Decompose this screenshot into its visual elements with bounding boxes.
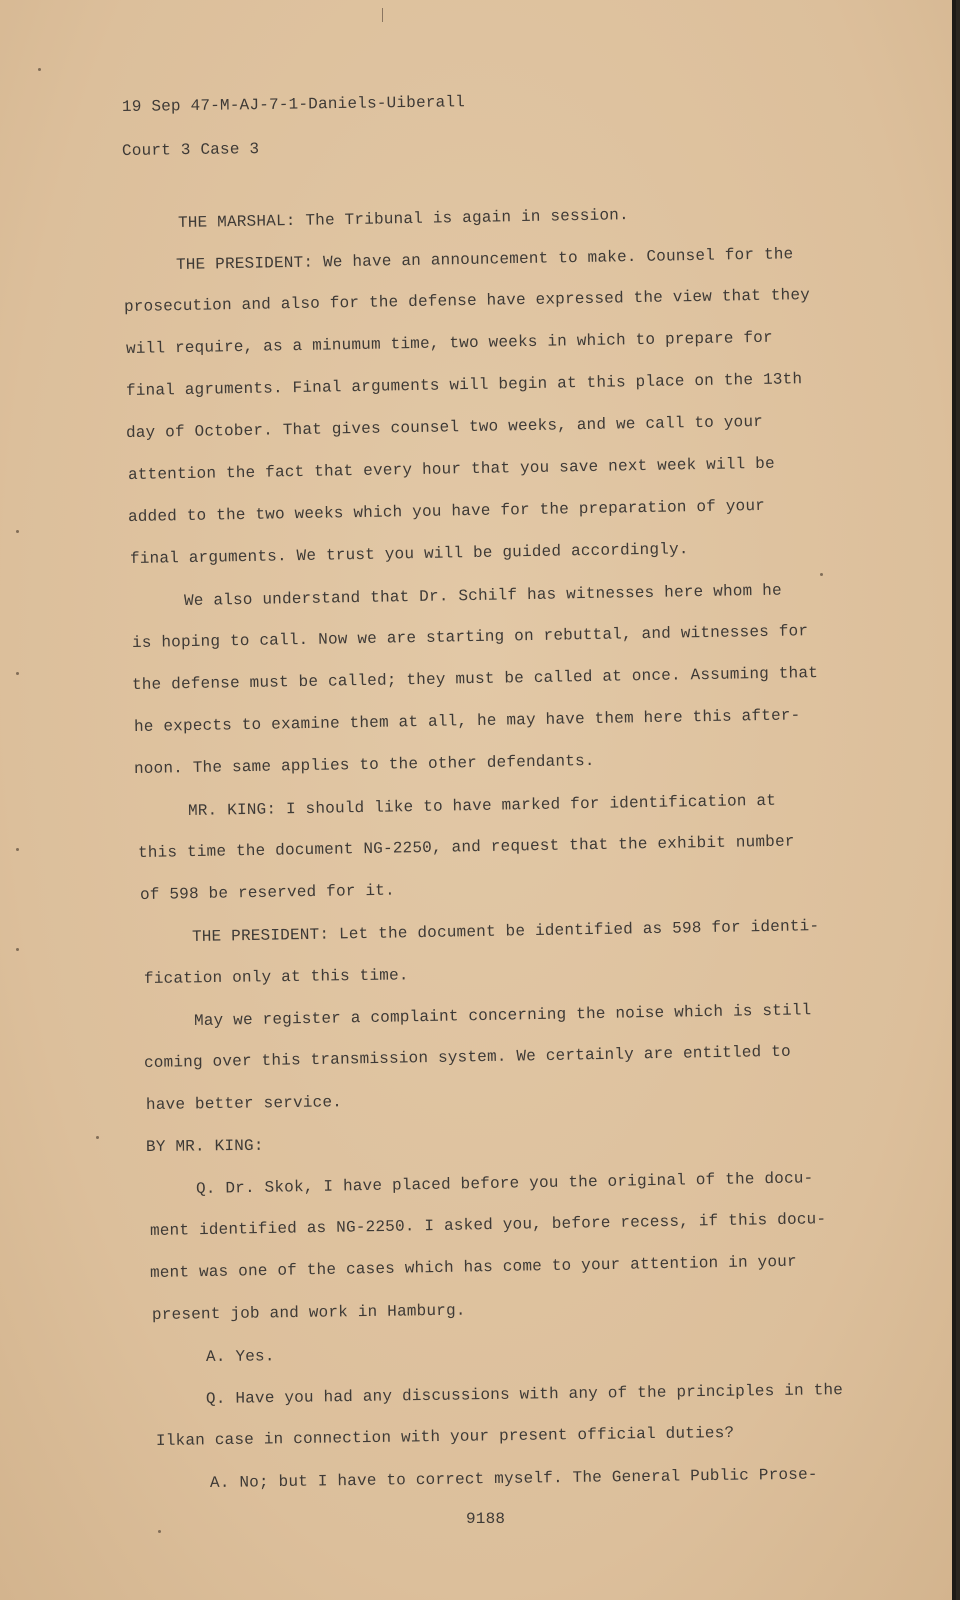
- transcript-line: A. No; but I have to correct myself. The General Public Prose-: [209, 1465, 818, 1492]
- transcript-line: day of October. That gives counsel two weeks, and we call to your: [125, 412, 764, 442]
- transcript-line: have better service.: [145, 1093, 343, 1114]
- transcript-line: MR. KING: I should like to have marked for identification at: [187, 791, 777, 820]
- speck: [38, 68, 41, 71]
- header-court: Court 3 Case 3: [121, 140, 260, 160]
- speck: [16, 530, 19, 533]
- speck: [96, 1136, 99, 1139]
- transcript-line: final arguments. We trust you will be guided accordingly.: [129, 540, 689, 568]
- page-number: 9188: [466, 1510, 506, 1528]
- transcript-line: Ilkan case in connection with your present official duties?: [155, 1423, 735, 1450]
- transcript-line: Q. Dr. Skok, I have placed before you the original of the docu-: [195, 1169, 814, 1198]
- speck: [16, 948, 19, 951]
- speck: [16, 672, 19, 675]
- transcript-line: A. Yes.: [205, 1347, 275, 1366]
- transcript-line: ment identified as NG-2250. I asked you, before recess, if this docu-: [149, 1210, 827, 1240]
- transcript-line: fication only at this time.: [143, 966, 409, 988]
- transcript-line: We also understand that Dr. Schilf has witnesses here whom he: [183, 581, 782, 610]
- page-edge: [952, 0, 956, 1600]
- binding-mark: [382, 8, 383, 22]
- speck: [158, 1530, 161, 1533]
- transcript-line: THE MARSHAL: The Tribunal is again in session.: [177, 206, 629, 232]
- transcript-line: THE PRESIDENT: We have an announcement to make. Counsel for the: [175, 245, 794, 274]
- transcript-line: coming over this transmission system. We certainly are entitled to: [143, 1042, 791, 1072]
- transcript-line: attention the fact that every hour that you save next week will be: [127, 454, 775, 484]
- transcript-line: the defense must be called; they must be called at once. Assuming that: [131, 664, 819, 694]
- transcript-line: noon. The same applies to the other defendants.: [133, 751, 595, 778]
- transcript-line: final agruments. Final arguments will begin at this place on the 13th: [125, 370, 803, 400]
- transcript-line: ment was one of the cases which has come to your attention in your: [149, 1252, 797, 1282]
- header-reference: 19 Sep 47-M-AJ-7-1-Daniels-Uiberall: [121, 93, 466, 116]
- transcript-line: of 598 be reserved for it.: [139, 881, 395, 904]
- transcript-line: will require, as a minumum time, two weeks in which to prepare for: [125, 328, 773, 358]
- speck: [16, 848, 19, 851]
- transcript-line: is hoping to call. Now we are starting on rebuttal, and witnesses for: [131, 622, 809, 652]
- transcript-line: this time the document NG-2250, and request that the exhibit number: [137, 832, 795, 862]
- transcript-line: BY MR. KING:: [145, 1136, 264, 1156]
- transcript-line: May we register a complaint concerning the noise which is still: [193, 1001, 812, 1030]
- transcript-line: he expects to examine them at all, he may have them here this after-: [133, 706, 801, 736]
- transcript-line: present job and work in Hamburg.: [151, 1301, 466, 1324]
- transcript-line: prosecution and also for the defense have expressed the view that they: [123, 286, 811, 316]
- transcript-line: Q. Have you had any discussions with any of the principles in the: [205, 1381, 844, 1408]
- transcript-line: added to the two weeks which you have for the preparation of your: [127, 496, 766, 526]
- speck: [820, 573, 823, 576]
- transcript-line: THE PRESIDENT: Let the document be identified as 598 for identi-: [191, 917, 820, 946]
